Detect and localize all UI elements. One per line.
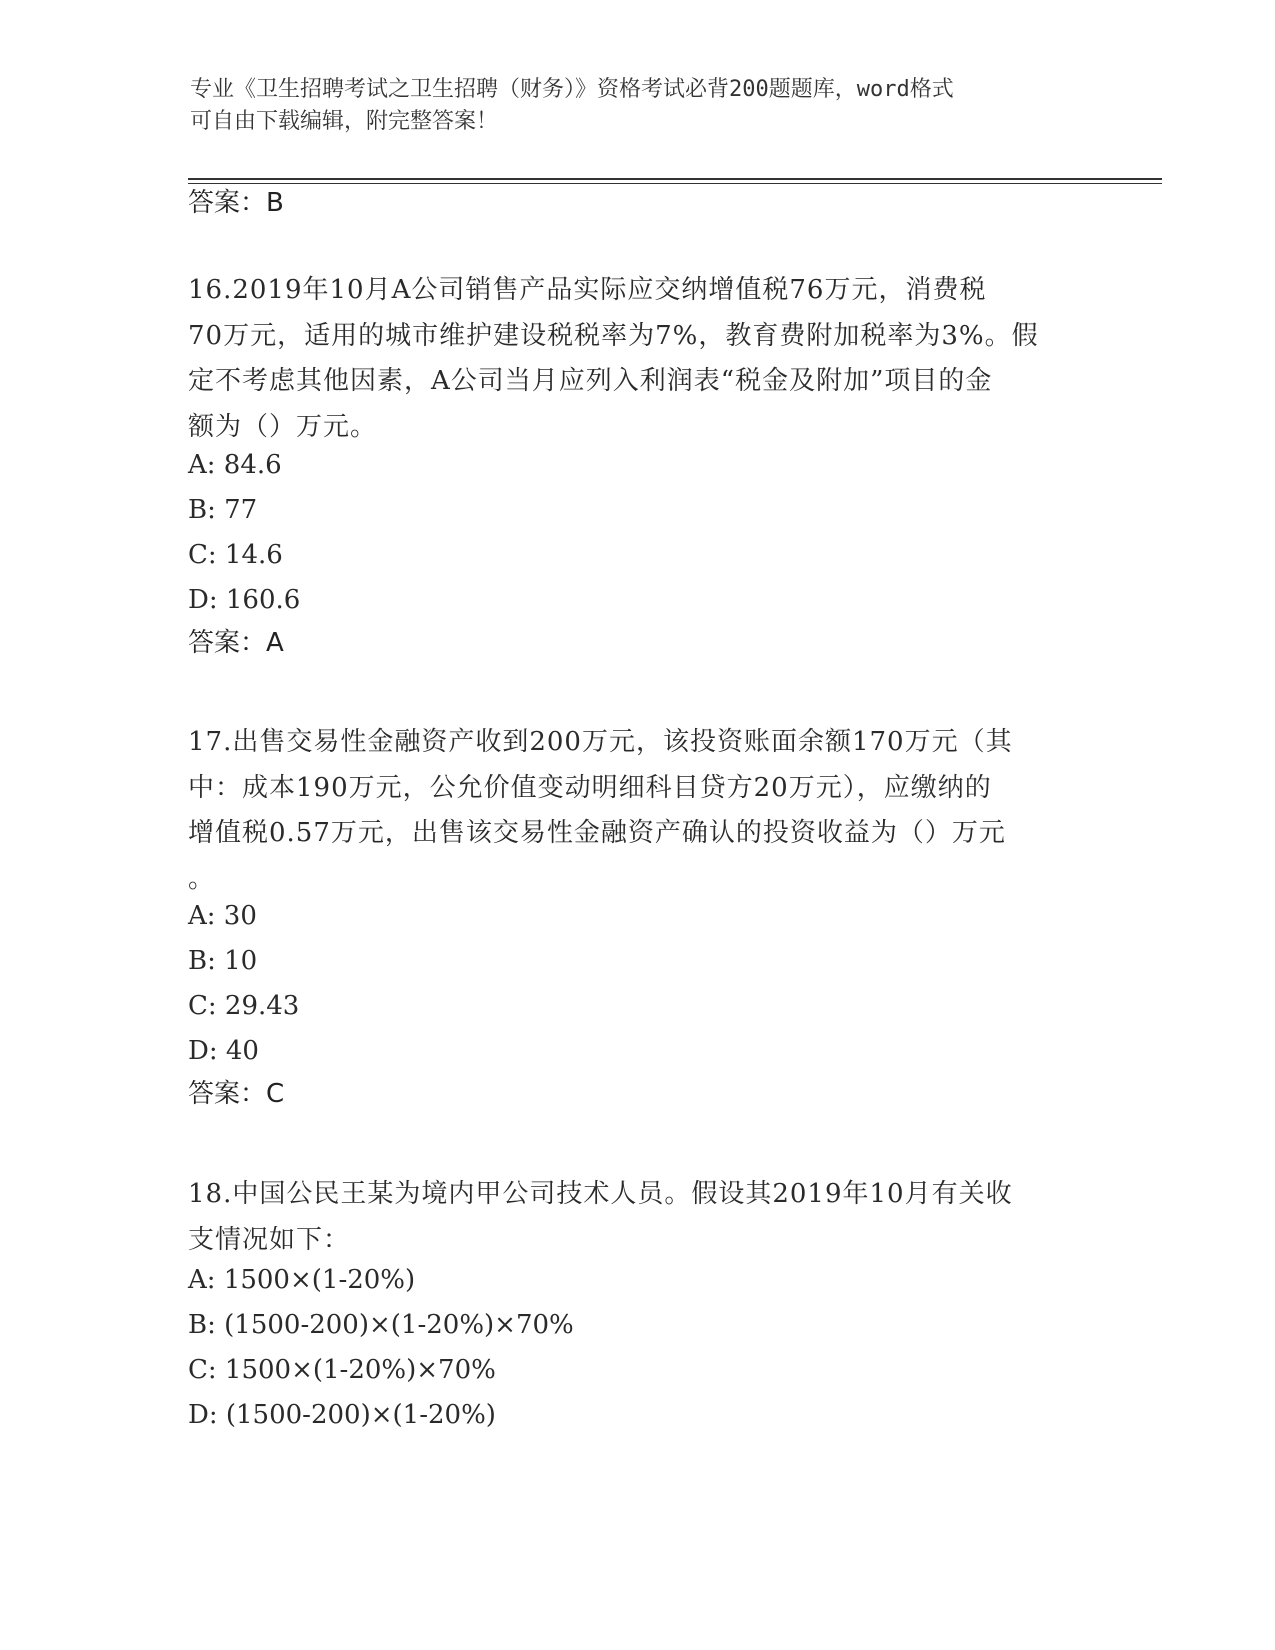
q18-option-d: D: (1500-200)×(1-20%) bbox=[188, 1400, 496, 1430]
question-18 bbox=[188, 1172, 1088, 1263]
question-line: 17.出售交易性金融资产收到200万元，该投资账面余额170万元（其 bbox=[188, 727, 1013, 757]
header-line-1: 专业《卫生招聘考试之卫生招聘（财务）》资格考试必背200题题库，word格式 bbox=[190, 77, 954, 102]
header-divider-thick bbox=[188, 178, 1162, 180]
header-line-2: 可自由下载编辑，附完整答案！ bbox=[190, 109, 499, 134]
question-line: 额为（）万元。 bbox=[188, 411, 378, 442]
q17-option-c: C: 29.43 bbox=[188, 991, 300, 1021]
header-divider-thin bbox=[188, 183, 1162, 184]
question-line: 中：成本190万元，公允价值变动明细科目贷方20万元），应缴纳的 bbox=[188, 772, 992, 803]
question-line: 支情况如下： bbox=[188, 1224, 351, 1255]
page-header bbox=[190, 74, 1090, 138]
question-17 bbox=[188, 720, 1088, 902]
previous-answer: 答案：B bbox=[188, 188, 284, 218]
question-line: 定不考虑其他因素，A公司当月应列入利润表“税金及附加”项目的金 bbox=[188, 366, 993, 396]
q16-option-a: A: 84.6 bbox=[188, 450, 282, 480]
q17-option-a: A: 30 bbox=[188, 901, 257, 931]
q18-option-b: B: (1500-200)×(1-20%)×70% bbox=[188, 1310, 574, 1340]
q18-option-a: A: 1500×(1-20%) bbox=[188, 1265, 416, 1295]
question-line: 。 bbox=[188, 863, 216, 894]
q17-option-d: D: 40 bbox=[188, 1036, 259, 1066]
q16-answer: 答案：A bbox=[188, 628, 284, 658]
q18-option-c: C: 1500×(1-20%)×70% bbox=[188, 1355, 496, 1385]
question-16 bbox=[188, 268, 1088, 450]
q16-option-b: B: 77 bbox=[188, 495, 258, 525]
question-line: 16.2019年10月A公司销售产品实际应交纳增值税76万元，消费税 bbox=[188, 275, 987, 305]
question-line: 70万元，适用的城市维护建设税税率为7%，教育费附加税率为3%。假 bbox=[188, 320, 1039, 351]
q16-option-c: C: 14.6 bbox=[188, 540, 283, 570]
question-line: 18.中国公民王某为境内甲公司技术人员。假设其2019年10月有关收 bbox=[188, 1179, 1013, 1209]
q16-option-d: D: 160.6 bbox=[188, 585, 301, 615]
q17-answer: 答案：C bbox=[188, 1079, 285, 1109]
q17-option-b: B: 10 bbox=[188, 946, 258, 976]
question-line: 增值税0.57万元，出售该交易性金融资产确认的投资收益为（）万元 bbox=[188, 818, 1006, 848]
